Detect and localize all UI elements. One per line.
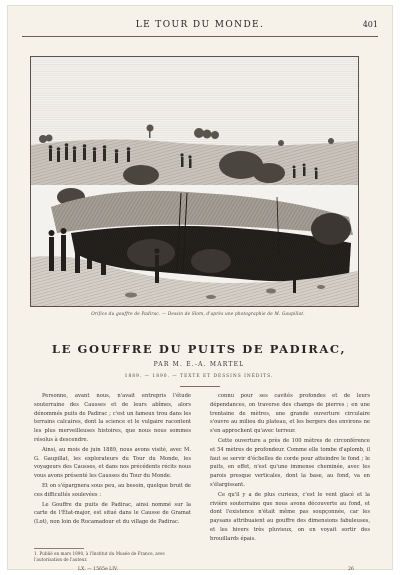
body-column-right bbox=[210, 392, 370, 544]
header-title: LE TOUR DU MONDE. bbox=[135, 20, 265, 30]
paragraph: Ce qu'il y a de plus curieux, c'est le vent glacé et la rivière souterraine que nous avons découverte au fond, et dont l'existence n'était même pas soupçonnée, car les paysans attribuaient au gouffre des dimensions fabuleuses, et les hivers très pluvieux, on en voyait sortir des brouillards épais. bbox=[210, 491, 370, 542]
footer-signature: LX. — 1565e LIV. bbox=[78, 567, 119, 572]
footer-mark: 26 bbox=[348, 567, 354, 572]
paragraph: Personne, avant nous, n'avait entrepris l'étude souterraine des Causses et de leurs abîmes, alors dénommés puits de Padirac ; c'est un fameux trou dans les terrains calcaires, dont la science et le vulgaire racontent les plus merveilleuses histoires, que nous nous sommes résolus à descendre. bbox=[34, 393, 191, 443]
engraving-illustration bbox=[30, 56, 359, 307]
paragraph: Le Gouffre du puits de Padirac, ainsi nommé sur la carte de l'État-major, est situé dans le Causse de Gramat (Lot), non loin de Rocamadour et du village de Padirac. bbox=[34, 501, 191, 526]
footnote-rule bbox=[34, 548, 84, 549]
paragraph: Cette ouverture a près de 100 mètres de circonférence et 54 mètres de profondeur. Comme elle tombe d'aplomb, il faut se servir d'échelles de corde pour atteindre le fond ; le puits, en effet, n'est qu'une immense cheminée, avec les parois presque verticales, dont la base, au fond, va en s'élargissant. bbox=[210, 437, 370, 488]
article-meta: 1889. — 1890. — TEXTE ET DESSINS INÉDITS. bbox=[124, 374, 274, 379]
article-byline: PAR M. E.-A. MARTEL bbox=[153, 361, 245, 368]
body-column-left bbox=[34, 392, 191, 527]
illustration-caption: Orifice du gouffre de Padirac. — Dessin de Slom, d'après une photographie de M. Gaupillat. bbox=[91, 311, 305, 316]
book-page bbox=[8, 6, 392, 572]
article-title: LE GOUFFRE DU PUITS DE PADIRAC, bbox=[51, 342, 347, 356]
paragraph: connu pour ses cavités profondes et de leurs dépendances, on traverse des champs de pierres ; en une trentaine de mètres, une grande ouverture circulaire s'ouvre au milieu du plateau, et les bergers des environs ne s'en approchent qu'avec terreur. bbox=[210, 393, 370, 435]
title-divider bbox=[180, 386, 220, 387]
running-header bbox=[22, 20, 378, 36]
paragraph: Ainsi, au mois de juin 1889, nous avons visité, avec M. G. Gaupillat, les explorateurs du Tour du Monde, les voyageurs des Causses, et dans nos précédents récits nous vous avons présenté les Causses du Tour du Monde. bbox=[34, 446, 191, 480]
footnote: 1. Publié en mars 1890, à l'Institut du Musée de France, avec l'autorisation de l'auteur. bbox=[34, 551, 165, 562]
cave-entrance-engraving bbox=[31, 57, 358, 306]
page-number: 401 bbox=[362, 20, 378, 29]
header-rule bbox=[22, 36, 378, 37]
paragraph: Et on s'épargnera sous peu, au besoin, quelque bruit de ces difficultés soulevées : bbox=[34, 482, 191, 498]
